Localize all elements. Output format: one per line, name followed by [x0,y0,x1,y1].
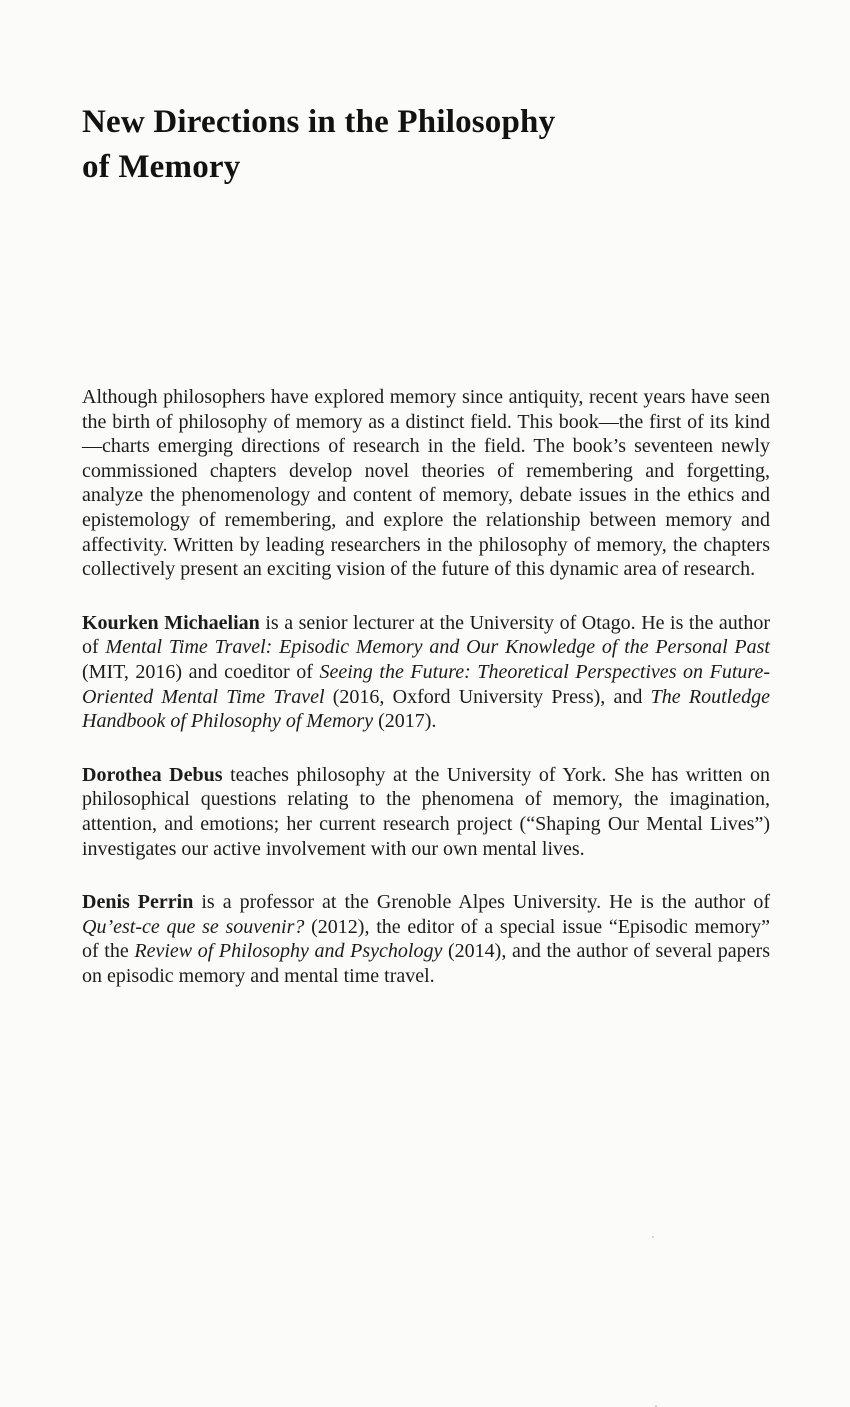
text-segment-italic: Review of Philosophy and Psychology [134,940,443,963]
text-segment-italic: Qu’est-ce que se souvenir? [82,915,305,938]
text-segment-italic: Seeing the Future: Theoretical Perspectives on Future-Oriented Mental Time Travel [82,660,770,708]
text-segment-bold: Dorothea Debus [82,763,223,786]
book-description [82,385,770,582]
book-title-line-2: of Memory [82,149,241,185]
text-segment-normal: (2017). [373,710,437,733]
text-segment-italic: The Routledge Handbook of Philosophy of Memory [82,685,770,733]
text-segment-normal: (2016, Oxford University Press), and [324,685,651,708]
author-bio-denis-perrin [82,890,770,988]
text-segment-normal: Although philosophers have explored memory since antiquity, recent years have seen the birth of philosophy of memory as a distinct field. This book—the first of its kind—charts emerging directions of research in the field. The book’s seventeen newly commissioned chapters develop novel theories of remembering and forgetting, analyze the phenomenology and content of memory, debate issues in the ethics and epistemology of remembering, and explore the relationship between memory and affectivity. Written by leading researchers in the philosophy of memory, the chapters collectively present an exciting vision of the future of this dynamic area of research. [82,386,770,581]
text-segment-italic: Mental Time Travel: Episodic Memory and Our Knowledge of the Personal Past [105,636,770,659]
book-title [82,100,555,190]
book-title-line-1: New Directions in the Philosophy [82,104,556,140]
text-segment-bold: Denis Perrin [82,891,194,914]
author-bio-kourken-michaelian [82,611,770,734]
book-summary-and-author-bios [82,385,770,1017]
text-segment-normal: is a professor at the Grenoble Alpes University. He is the author of [193,891,770,914]
text-segment-normal: (2012), the editor of a special issue “Episodic memory” of the [82,915,770,963]
author-bio-dorothea-debus [82,763,770,861]
text-segment-normal: (2014), and the author of several papers on episodic memory and mental time travel. [82,940,771,987]
scan-speck [652,1236,654,1238]
text-segment-normal: teaches philosophy at the University of York. She has written on philosophical questions relating to the phenomena of memory, the imagination, attention, and emotions; her current research project (“Shaping Our Mental Lives”) investigates our active involvement with our own mental lives. [82,763,771,860]
text-segment-normal: is a senior lecturer at the University of Otago. He is the author of [82,611,771,659]
text-segment-normal: (MIT, 2016) and coeditor of [82,660,320,683]
text-segment-bold: Kourken Michaelian [82,611,260,634]
